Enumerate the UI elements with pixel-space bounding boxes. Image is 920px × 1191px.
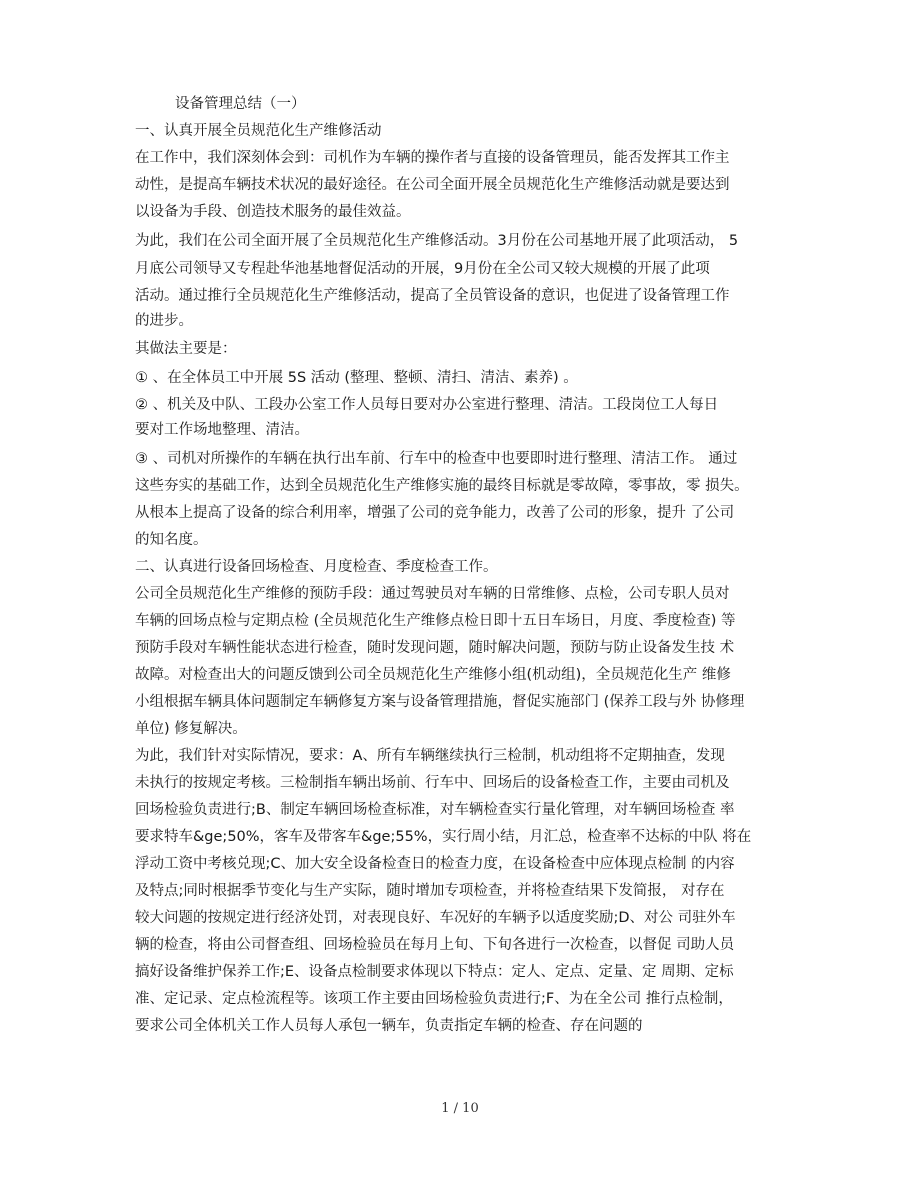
- paragraph-line: 要求特车&ge;50%，客车及带客车&ge;55%，实行周小结，月汇总，检查率不达标的中队 将在: [135, 829, 752, 845]
- paragraph-line: 以设备为手段、创造技术服务的最佳效益。: [135, 204, 411, 220]
- section-heading: 一、认真开展全员规范化生产维修活动: [135, 123, 382, 139]
- list-item-1: ① 、在全体员工中开展 5S 活动 (整理、整顿、清扫、清洁、素养) 。: [135, 370, 578, 386]
- paragraph-line: 要求公司全体机关工作人员每人承包一辆车，负责指定车辆的检查、存在问题的: [135, 1018, 643, 1034]
- paragraph-line: 动性，是提高车辆技术状况的最好途径。在公司全面开展全员规范化生产维修活动就是要达到: [135, 177, 730, 193]
- paragraph-line: 的知名度。: [135, 532, 208, 548]
- paragraph-line: 辆的检查，将由公司督查组、回场检验员在每月上旬、下旬各进行一次检查，以督促 司助人员: [135, 937, 735, 953]
- paragraph-line: 的进步。: [135, 313, 193, 329]
- paragraph-line: 故障。对检查出大的问题反馈到公司全员规范化生产维修小组(机动组)，全员规范化生产 维修: [135, 667, 731, 683]
- paragraph-line: 月底公司领导又专程赴华池基地督促活动的开展，9月份在全公司又较大规模的开展了此项: [135, 261, 710, 277]
- page-indicator: 1 / 10: [441, 1101, 479, 1116]
- paragraph-line: 较大问题的按规定进行经济处罚，对表现良好、车况好的车辆予以适度奖励;D、对公 司驻外车: [135, 910, 736, 926]
- paragraph-line: 为此，我们针对实际情况，要求：A、所有车辆继续执行三检制，机动组将不定期抽查，发现: [135, 748, 725, 764]
- paragraph-line: 准、定记录、定点检流程等。该项工作主要由回场检验负责进行;F、为在全公司 推行点检制，: [135, 991, 733, 1007]
- paragraph-line: 及特点;同时根据季节变化与生产实际，随时增加专项检查，并将检查结果下发简报， 对存在: [135, 883, 725, 899]
- paragraph-line: 浮动工资中考核兑现;C、加大安全设备检查日的检查力度，在设备检查中应体现点检制 的内容: [135, 856, 735, 872]
- paragraph-line: 单位) 修复解决。: [135, 721, 247, 737]
- list-item-2: ② 、机关及中队、工段办公室工作人员每日要对办公室进行整理、清洁。工段岗位工人每日: [135, 397, 719, 413]
- paragraph-line: 这些夯实的基础工作，达到全员规范化生产维修实施的最终目标就是零故障，零事故，零 损失。: [135, 478, 749, 494]
- paragraph-line: 搞好设备维护保养工作;E、设备点检制要求体现以下特点：定人、定点、定量、定 周期、定标: [135, 964, 734, 980]
- paragraph-line: 在工作中，我们深刻体会到：司机作为车辆的操作者与直接的设备管理员，能否发挥其工作主: [135, 150, 730, 166]
- paragraph-line: 未执行的按规定考核。三检制指车辆出场前、行车中、回场后的设备检查工作，主要由司机及: [135, 775, 730, 791]
- paragraph-line: 活动。通过推行全员规范化生产维修活动，提高了全员管设备的意识，也促进了设备管理工作: [135, 288, 730, 304]
- paragraph-line: 预防手段对车辆性能状态进行检查，随时发现问题，随时解决问题，预防与防止设备发生技 术: [135, 640, 735, 656]
- section-heading: 二、认真进行设备回场检查、月度检查、季度检查工作。: [135, 559, 498, 575]
- paragraph-line: 公司全员规范化生产维修的预防手段：通过驾驶员对车辆的日常维修、点检，公司专职人员对: [135, 586, 730, 602]
- paragraph-line: 要对工作场地整理、清洁。: [135, 422, 309, 438]
- paragraph-line: 从根本上提高了设备的综合利用率，增强了公司的竞争能力，改善了公司的形象，提升 了公司: [135, 505, 735, 521]
- paragraph-line: 小组根据车辆具体问题制定车辆修复方案与设备管理措施，督促实施部门 (保养工段与外 协修理: [135, 694, 745, 710]
- list-item-3: ③ 、司机对所操作的车辆在执行出车前、行车中的检查中也要即时进行整理、清洁工作。 通过: [135, 451, 738, 467]
- document-title: 设备管理总结（一）: [175, 96, 306, 112]
- paragraph-line: 为此，我们在公司全面开展了全员规范化生产维修活动。3月份在公司基地开展了此项活动， 5: [135, 233, 739, 249]
- paragraph-line: 车辆的回场点检与定期点检 (全员规范化生产维修点检日即十五日车场日，月度、季度检查) 等: [135, 613, 736, 629]
- paragraph-line: 其做法主要是：: [135, 341, 237, 357]
- paragraph-line: 回场检验负责进行;B、制定车辆回场检查标准，对车辆检查实行量化管理，对车辆回场检查 率: [135, 802, 735, 818]
